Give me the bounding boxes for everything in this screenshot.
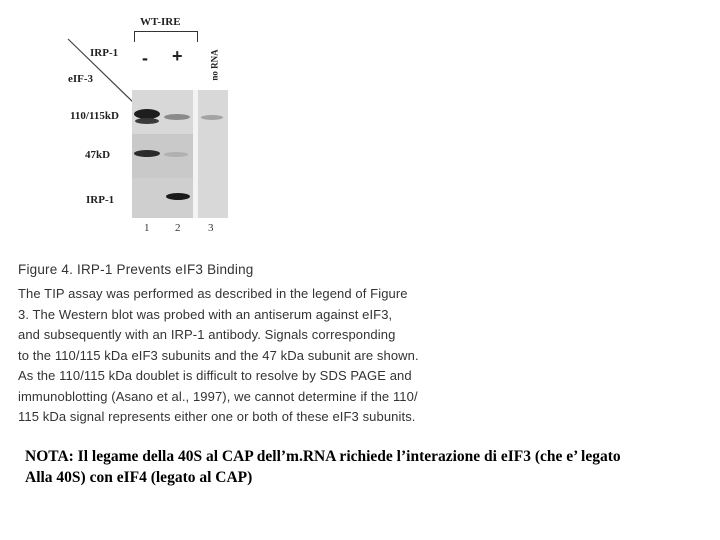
caption-line: to the 110/115 kDa eIF3 subunits and the 47 kDa subunit are shown.	[18, 347, 419, 363]
lane-number-2: 2	[175, 222, 181, 234]
irp1-row-label: IRP-1	[90, 47, 119, 59]
no-rna-label: no RNA	[209, 49, 220, 81]
wt-ire-label: WT-IRE	[140, 16, 181, 28]
caption-line: As the 110/115 kDa doublet is difficult to resolve by SDS PAGE and	[18, 368, 412, 383]
irp1-minus-sign: -	[142, 48, 148, 68]
figure-caption-title: Figure 4. IRP-1 Prevents eIF3 Binding	[18, 262, 254, 277]
lane-number-3: 3	[208, 222, 214, 234]
nota-line-1: NOTA: Il legame della 40S al CAP dell’m.RNA richiede l’interazione di eIF3 (che e’ legato	[25, 448, 621, 465]
row-label-irp1: IRP-1	[86, 194, 115, 206]
caption-line: 115 kDa signal represents either one or both of these eIF3 subunits.	[18, 409, 416, 424]
wt-ire-bracket	[134, 31, 198, 42]
band-lane1-47kd	[134, 150, 160, 157]
lane-separator	[193, 90, 198, 218]
irp1-plus-sign: +	[172, 46, 183, 66]
row-label-47kd: 47kD	[85, 149, 111, 161]
lane-number-1: 1	[144, 222, 150, 234]
nota-note	[25, 446, 621, 488]
caption-line: and subsequently with an IRP-1 antibody. Signals corresponding	[18, 327, 396, 342]
band-lane2-irp1	[166, 193, 190, 200]
band-lane3-110kd	[201, 115, 223, 120]
band-lane2-110kd	[164, 114, 190, 120]
eif3-row-label: eIF-3	[68, 73, 94, 85]
band-lane2-47kd	[164, 152, 188, 157]
nota-line-2: Alla 40S) con eIF4 (legato al CAP)	[25, 469, 253, 486]
caption-line: The TIP assay was performed as described in the legend of Figure	[18, 286, 408, 301]
western-blot-figure	[60, 10, 240, 240]
row-label-110-115kd: 110/115kD	[70, 110, 119, 122]
caption-line: 3. The Western blot was probed with an antiserum against eIF3,	[18, 306, 393, 322]
figure-caption-body	[18, 284, 518, 428]
caption-line: immunoblotting (Asano et al., 1997), we cannot determine if the 110/	[18, 388, 418, 404]
band-lane1-115kd	[135, 118, 159, 124]
